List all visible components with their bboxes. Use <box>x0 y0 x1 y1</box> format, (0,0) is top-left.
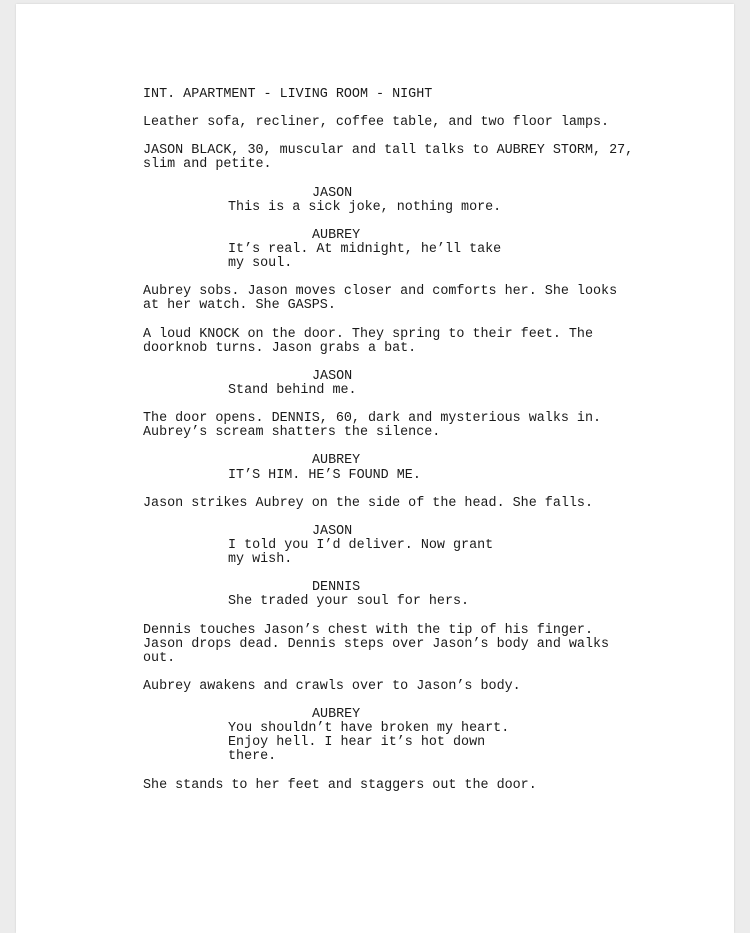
action-line: Leather sofa, recliner, coffee table, and two floor lamps. <box>143 115 610 131</box>
character-name: JASON <box>312 368 353 384</box>
character-name: AUBREY <box>312 707 361 723</box>
action-line: Dennis touches Jason’s chest with the tip of his finger. Jason drops dead. Dennis steps over Jason’s body and walks out. <box>143 622 610 666</box>
action-line: She stands to her feet and staggers out the door. <box>143 777 537 793</box>
character-name: AUBREY <box>312 453 361 469</box>
dialogue-line: It’s real. At midnight, he’ll take my soul. <box>228 242 502 272</box>
script-page <box>16 4 734 933</box>
dialogue-line: I told you I’d deliver. Now grant my wish. <box>228 538 494 568</box>
scene-heading: INT. APARTMENT - LIVING ROOM - NIGHT <box>143 87 433 102</box>
character-name: JASON <box>312 523 353 539</box>
character-name: DENNIS <box>312 580 361 596</box>
dialogue-line: She traded your soul for hers. <box>228 594 470 610</box>
character-name: AUBREY <box>312 227 361 243</box>
dialogue-line: You shouldn’t have broken my heart. Enjoy hell. I hear it’s hot down there. <box>228 721 510 765</box>
action-line: A loud KNOCK on the door. They spring to their feet. The doorknob turns. Jason grabs a bat. <box>143 326 593 356</box>
screenplay-body <box>143 88 703 793</box>
action-line: Aubrey awakens and crawls over to Jason’s body. <box>143 678 521 694</box>
action-line: The door opens. DENNIS, 60, dark and mysterious walks in. Aubrey’s scream shatters the silence. <box>143 411 602 441</box>
character-name: JASON <box>312 185 353 201</box>
dialogue-line: Stand behind me. <box>228 382 357 398</box>
dialogue-line: This is a sick joke, nothing more. <box>228 199 502 215</box>
action-line: JASON BLACK, 30, muscular and tall talks to AUBREY STORM, 27, slim and petite. <box>143 143 634 173</box>
action-line: Aubrey sobs. Jason moves closer and comforts her. She looks at her watch. She GASPS. <box>143 284 618 314</box>
dialogue-line: IT’S HIM. HE’S FOUND ME. <box>228 467 421 483</box>
action-line: Jason strikes Aubrey on the side of the head. She falls. <box>143 495 593 511</box>
